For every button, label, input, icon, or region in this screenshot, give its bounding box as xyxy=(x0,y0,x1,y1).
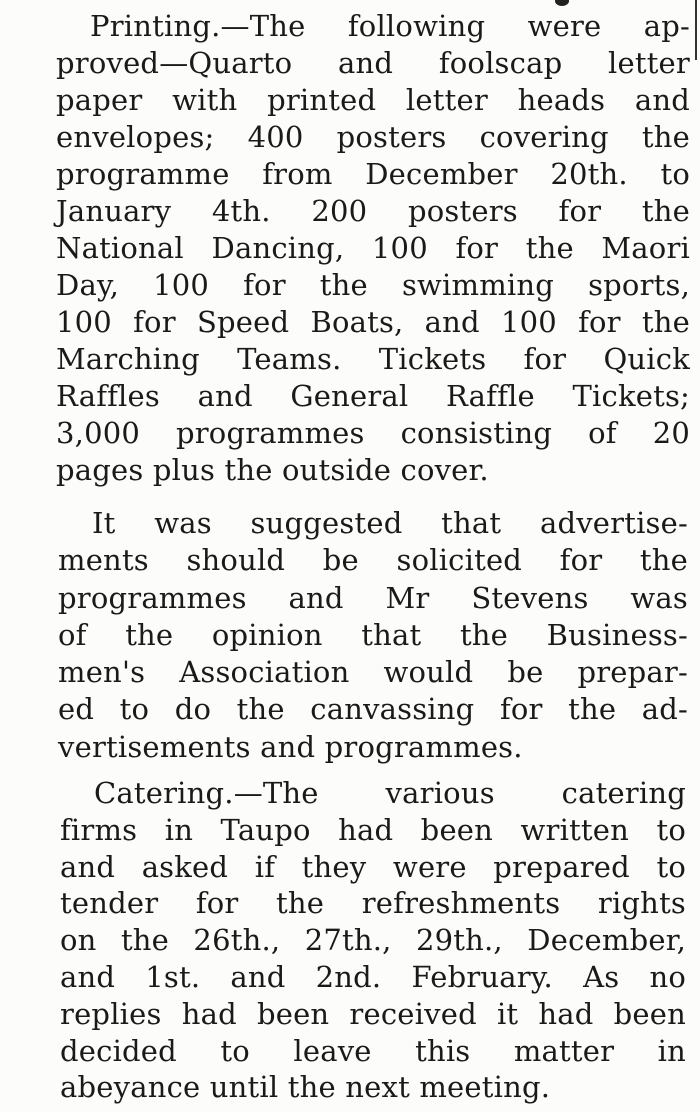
text-line: 100 for Speed Boats, and 100 for the xyxy=(56,305,690,339)
text-line: on the 26th., 27th., 29th., December, xyxy=(60,923,686,958)
text-line: Marching Teams. Tickets for Quick xyxy=(56,342,690,376)
text-line: abeyance until the next meeting. xyxy=(60,1070,551,1105)
text-line: and 1st. and 2nd. February. As no xyxy=(60,959,686,994)
text-line: Raffles and General Raffle Tickets; xyxy=(56,379,690,413)
text-line: firms in Taupo had been written to xyxy=(60,812,686,847)
text-line: of the opinion that the Business- xyxy=(58,617,688,652)
text-line: and asked if they were prepared to xyxy=(60,849,686,884)
text-line: pages plus the outside cover. xyxy=(56,453,489,487)
text-line: programme from December 20th. to xyxy=(56,157,690,191)
text-line: Day, 100 for the swimming sports, xyxy=(56,268,690,302)
text-line: ments should be solicited for the xyxy=(58,543,688,578)
text-line: National Dancing, 100 for the Maori xyxy=(56,231,690,265)
ink-blot xyxy=(555,0,569,6)
text-line: replies had been received it had been xyxy=(60,996,686,1031)
paragraph-printing xyxy=(56,8,690,489)
text-line: Printing.—The following were ap- xyxy=(90,9,690,43)
paragraph-advertisements xyxy=(58,505,688,766)
text-line: It was suggested that advertise- xyxy=(92,506,688,540)
text-line: ed to do the canvassing for the ad- xyxy=(58,692,688,727)
text-line: men's Association would be prepar- xyxy=(58,655,688,690)
text-line: envelopes; 400 posters covering the xyxy=(56,120,690,154)
text-line: January 4th. 200 posters for the xyxy=(56,194,690,228)
text-line: tender for the refreshments rights xyxy=(60,886,686,921)
text-line: proved—Quarto and foolscap letter xyxy=(56,46,690,80)
paragraph-catering xyxy=(60,775,686,1106)
text-line: Catering.—The various catering xyxy=(94,776,686,810)
text-line: paper with printed letter heads and xyxy=(56,83,690,117)
text-line: 3,000 programmes consisting of 20 xyxy=(56,416,690,450)
column-rule xyxy=(695,0,697,60)
text-line: programmes and Mr Stevens was xyxy=(58,580,688,615)
text-line: decided to leave this matter in xyxy=(60,1033,686,1068)
text-line: vertisements and programmes. xyxy=(58,729,523,764)
